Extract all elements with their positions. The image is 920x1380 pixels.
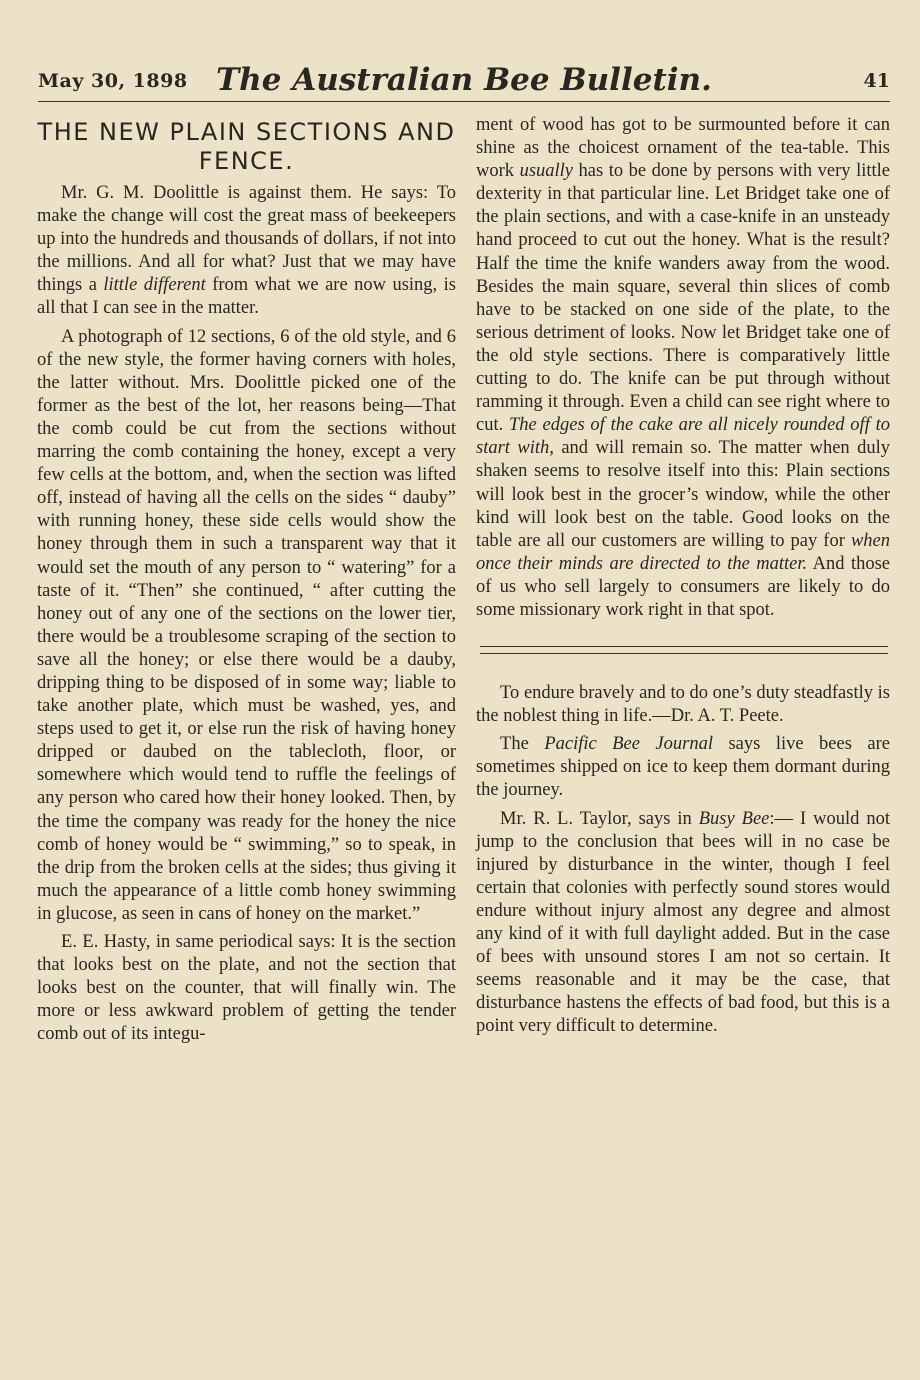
paragraph-doolittle: Mr. G. M. Doolittle is against them. He says: To make the change will cost the great mass of beekeepers up into the hundreds and thousands of dollars, if not into the millions. And all for what? Just that we may have things a little different from what we are now using, is all that I can see in the matter. [37, 183, 456, 319]
paragraph-photograph: A photograph of 12 sections, 6 of the old style, and 6 of the new style, the former having corners with holes, the latter without. Mrs. Doolittle picked one of the former as the best of the lot, her reasons being—That the comb could be cut from the sections without marring the comb containing the honey, except a very few cells at the bottom, and, when the section was lifted off, instead of having all the cells on the sides “ dauby” with running honey, these side cells would show the honey through them in such a transparent way that it would set the mouth of any person to “ watering” for a taste of it. “Then” she continued, “ after cutting the honey out of any one of the sections on the lower tier, there would be a troublesome scraping of the section to save all the honey; or else there would be a dauby, dripping thing to be disposed of in some way; liable to take another plate, which must be washed, yes, and steps used to get it, or else run the risk of having honey dripped or daubed on the tablecloth, floor, or somewhere which would tend to ruffle the feelings of any person who cared how their honey looked. Then, by the time the company was ready for the honey the nice comb of honey would be “ swimming,” so to speak, in the drip from the broken cells at the sides; thus giving it much the appearance of a little comb honey swimming in glucose, as seen in cans of honey on the market.” [37, 326, 456, 924]
left-column [37, 114, 456, 1046]
publication-title: The Australian Bee Bulletin. [216, 62, 712, 98]
right-column [476, 114, 890, 1038]
issue-date: May 30, 1898 [38, 70, 188, 92]
paragraph-hasty: E. E. Hasty, in same periodical says: It is the section that looks best on the plate, and not the section that looks best on the counter, that will finally win. The more or less awkward problem of getting the tender comb out of its integu- [37, 932, 456, 1045]
note-peete: To endure bravely and to do one’s duty steadfastly is the noblest thing in life.—Dr. A. T. Peete. [476, 683, 890, 727]
note-pacific-bee-journal: The Pacific Bee Journal says live bees are sometimes shipped on ice to keep them dormant during the journey. [476, 734, 890, 801]
note-taylor: Mr. R. L. Taylor, says in Busy Bee:— I would not jump to the conclusion that bees will in no case be injured by disturbance in the winter, though I feel certain that colonies with perfectly sound stores would endure without injury almost any degree and almost any kind of it with full daylight added. But in the case of bees with unsound stores I am not so certain. It seems reasonable and it may be the case, that disturbance hastens the effects of bad food, but this is a point very difficult to determine. [476, 808, 890, 1037]
article-heading: THE NEW PLAIN SECTIONS AND FENCE. [37, 118, 456, 175]
page-header [38, 62, 890, 102]
header-rule [38, 101, 890, 102]
paragraph-hasty-continued: ment of wood has got to be surmounted before it can shine as the choicest ornament of the tea-table. This work usually has to be done by persons with very little dexterity in that particular line. Let Bridget take one of the plain sections, and with a case-knife in an unsteady hand proceed to cut out the honey. What is the result? Half the time the knife wanders away from the wood. Besides the main square, several thin slices of comb have to be stacked on one side of the plate, to the serious detriment of looks. Now let Bridget take one of the old style sections. There is comparatively little cutting to do. The knife can be put through without ramming it through. Even a child can see right where to cut. The edges of the cake are all nicely rounded off to start with, and will remain so. The matter when duly shaken seems to resolve itself into this: Plain sections will look best in the grocer’s window, while the other kind will look best on the table. Good looks on the table are all our customers are willing to pay for when once their minds are directed to the matter. And those of us who sell largely to consumers are likely to do some missionary work right in that spot. [476, 115, 890, 620]
section-separator [480, 642, 888, 660]
page-number: 41 [863, 70, 890, 92]
